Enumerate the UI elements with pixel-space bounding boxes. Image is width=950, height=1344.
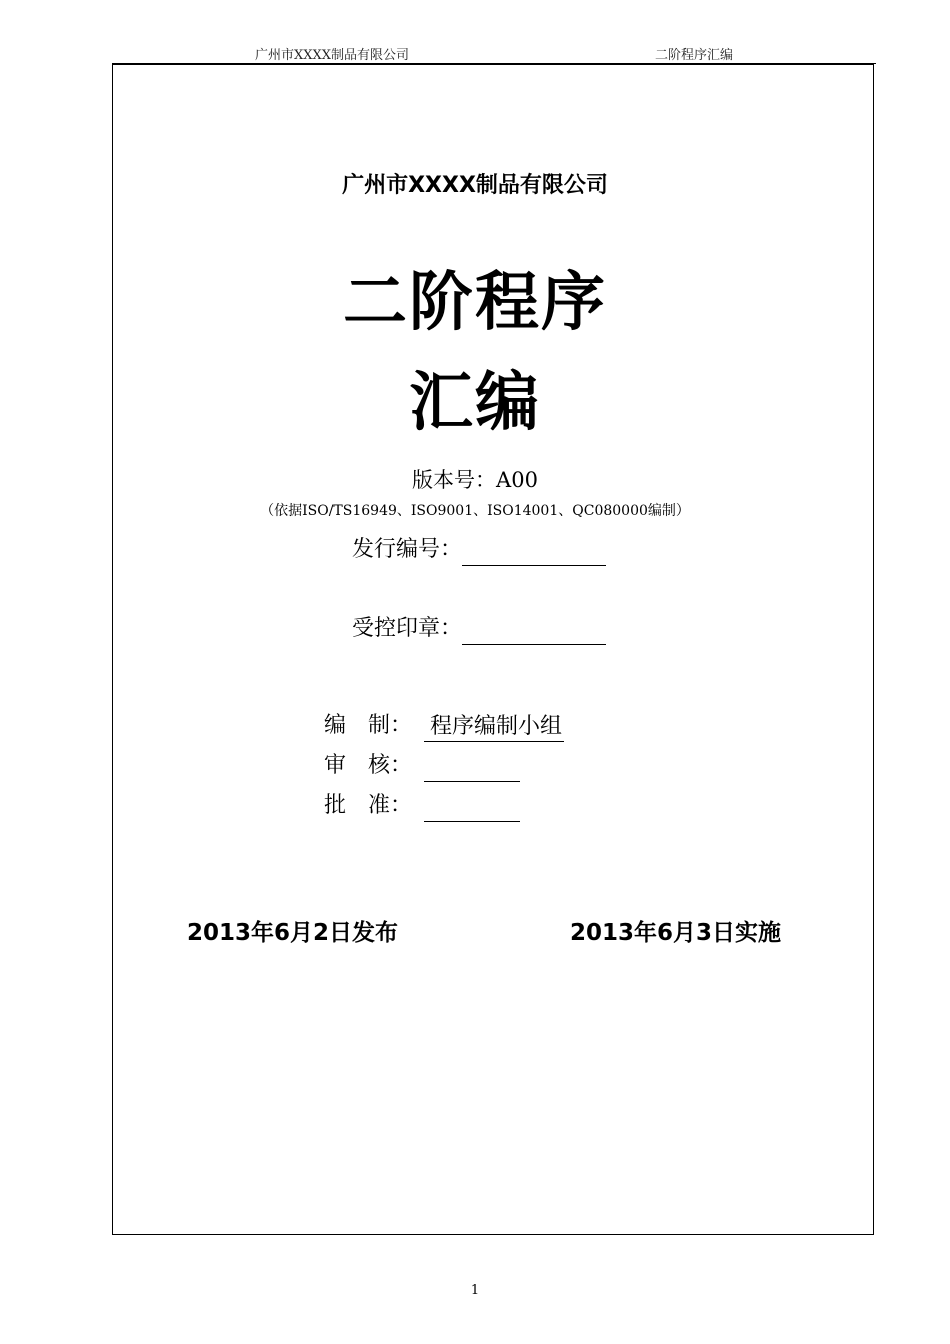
issue-number-blank <box>462 539 606 566</box>
approved-by-label: 批 准： <box>324 793 413 818</box>
reviewed-by-blank <box>424 753 520 782</box>
controlled-seal-blank <box>462 618 606 645</box>
document-title-line2: 汇编 <box>409 366 541 440</box>
controlled-seal-label: 受控印章： <box>352 616 463 641</box>
page-number: 1 <box>470 1283 480 1298</box>
version-number: 版本号：A00 <box>412 468 538 492</box>
issue-number-field <box>352 534 606 566</box>
compiled-by-label: 编 制： <box>324 713 413 738</box>
release-date: 2013年6月2日发布 <box>187 920 399 946</box>
reviewed-by-label: 审 核： <box>324 753 413 778</box>
company-name: 广州市XXXX制品有限公司 <box>342 173 608 198</box>
document-title-line1: 二阶程序 <box>343 266 607 340</box>
reviewed-by-row <box>324 750 520 782</box>
effective-date: 2013年6月3日实施 <box>570 920 782 946</box>
running-header-document-title: 二阶程序汇编 <box>655 48 734 63</box>
approved-by-blank <box>424 793 520 822</box>
approved-by-row <box>324 790 520 822</box>
compiled-by-row <box>324 710 564 742</box>
running-header-company: 广州市XXXX制品有限公司 <box>255 48 410 63</box>
compiled-by-value: 程序编制小组 <box>424 713 564 742</box>
issue-number-label: 发行编号： <box>352 537 463 562</box>
cover-frame <box>112 64 874 1235</box>
standards-basis: （依据ISO/TS16949、ISO9001、ISO14001、QC080000编制） <box>260 503 690 519</box>
controlled-seal-field <box>352 613 606 645</box>
